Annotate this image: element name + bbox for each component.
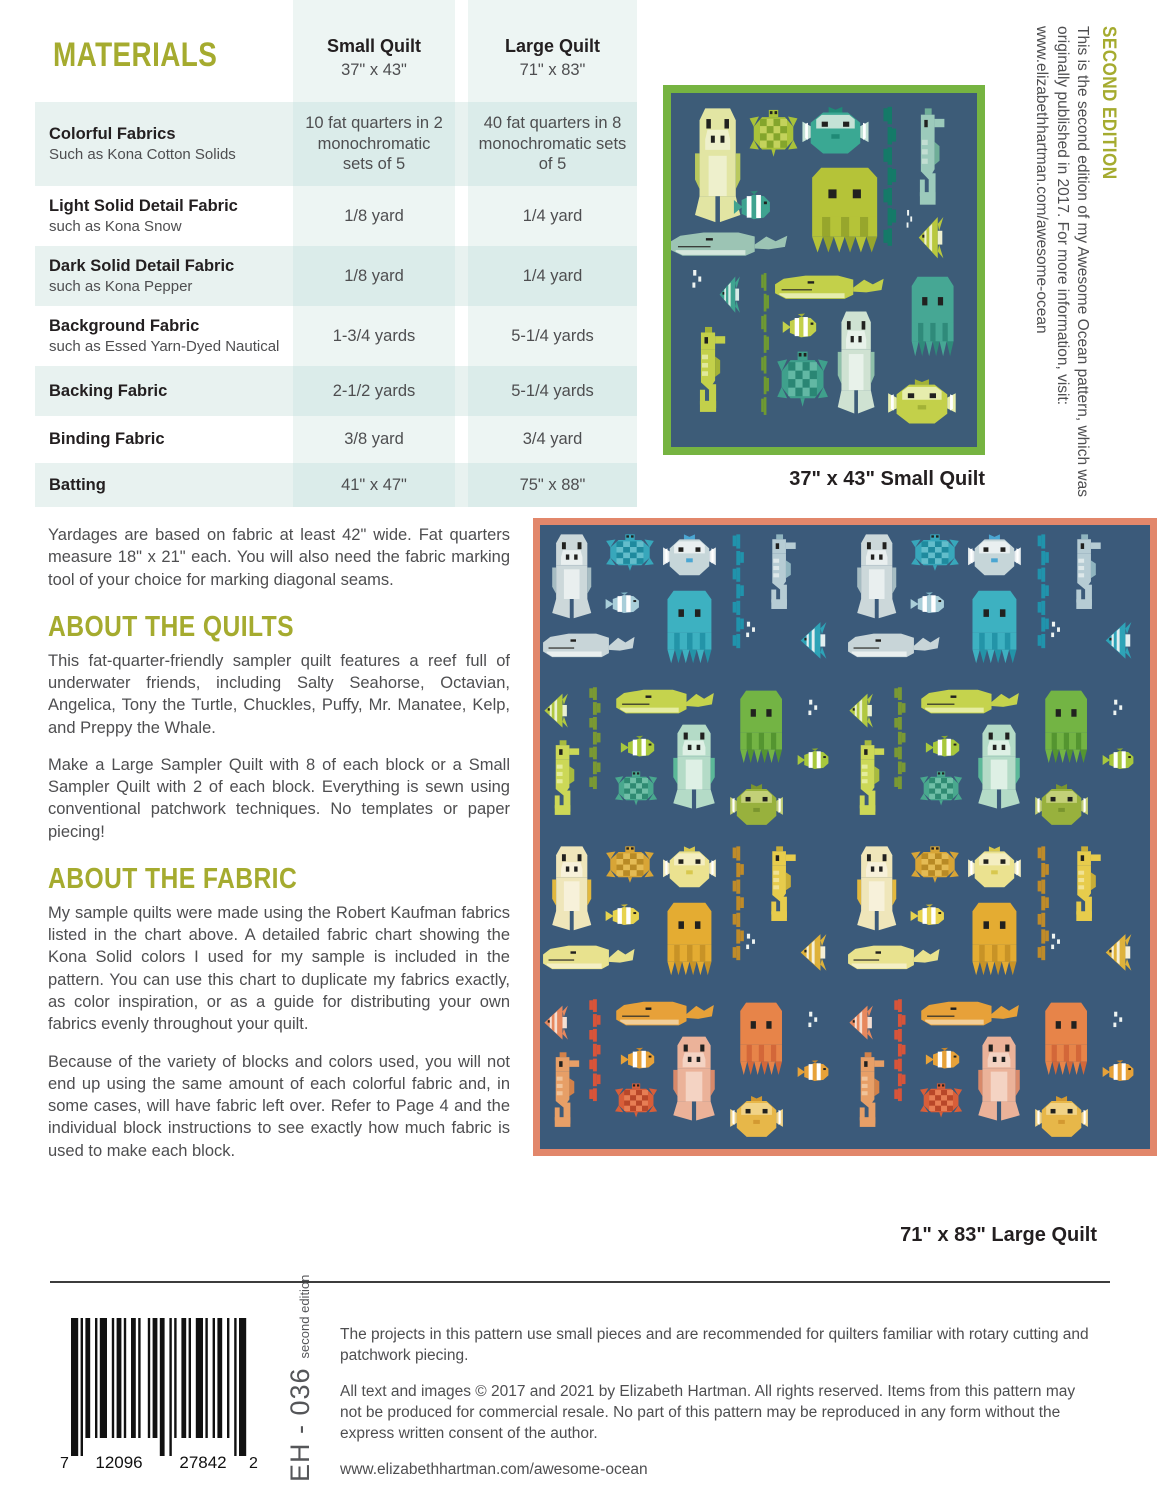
materials-large-value: 5-1/4 yards (468, 366, 637, 416)
svg-text:2: 2 (249, 1455, 258, 1472)
materials-row (35, 186, 637, 246)
column-gutter (455, 186, 468, 246)
column-gutter (455, 306, 468, 366)
fine-print (340, 1325, 1098, 1496)
svg-text:27842: 27842 (179, 1453, 227, 1472)
second-edition-heading: SECOND EDITION (1098, 26, 1119, 180)
materials-row (35, 102, 637, 186)
large-quilt-column-size: 71" x 83" (519, 61, 586, 79)
materials-row (35, 306, 637, 366)
item-code: EH - 036 (285, 1367, 315, 1482)
column-gutter (455, 0, 468, 102)
about-fabric-heading: ABOUT THE FABRIC (48, 862, 298, 895)
materials-small-value: 3/8 yard (293, 416, 455, 463)
materials-large-value: 5-1/4 yards (468, 306, 637, 366)
materials-row-label: Dark Solid Detail Fabric such as Kona Pepper (35, 246, 293, 306)
column-gutter (455, 366, 468, 416)
materials-small-value: 10 fat quarters in 2 monochromatic sets of 5 (293, 102, 455, 186)
footer-divider (50, 1281, 1110, 1283)
svg-text:7: 7 (60, 1455, 69, 1472)
large-quilt-caption: 71" x 83" Large Quilt (900, 1224, 1097, 1246)
materials-row-label: Batting (35, 463, 293, 507)
materials-row (35, 366, 637, 416)
fine-print-p1: The projects in this pattern use small pieces and are recommended for quilters familiar with rotary cutting and patchwork piecing. (340, 1326, 1089, 1364)
small-quilt-art (671, 93, 977, 447)
about-quilts-p2: Make a Large Sampler Quilt with 8 of each block or a Small Sampler Quilt with 2 of each block. Everything is sewn using conventional patchwork techniques. No templates or paper piecing! (48, 755, 510, 841)
materials-row-label: Binding Fabric (35, 416, 293, 463)
materials-title-cell (35, 0, 293, 102)
materials-row (35, 416, 637, 463)
materials-row-label: Light Solid Detail Fabric such as Kona Snow (35, 186, 293, 246)
second-edition-body: This is the second edition of my Awesome Ocean pattern, which was originally published in 2017. For more information, visit: (1053, 26, 1091, 497)
yardage-note: Yardages are based on fabric at least 42" wide. Fat quarters measure 18" x 21" each. You will also need the fabric marking tool of your choice for marking diagonal seams. (48, 526, 510, 589)
small-quilt-caption: 37" x 43" Small Quilt (789, 468, 985, 490)
about-fabric-p2: Because of the variety of blocks and colors used, you will not end up using the same amount of each colorful fabric and, in some cases, will have fabric left over. Refer to Page 4 and the individual block instructions to see exactly how much fabric is used to make each block. (48, 1052, 510, 1160)
materials-large-value: 75" x 88" (468, 463, 637, 507)
fine-print-url: www.elizabethhartman.com/awesome-ocean (340, 1460, 648, 1478)
materials-table (35, 0, 637, 507)
about-quilts-heading: ABOUT THE QUILTS (48, 610, 294, 643)
materials-row-label: Backing Fabric (35, 366, 293, 416)
about-quilts-p1: This fat-quarter-friendly sampler quilt features a reef full of underwater friends, including Salty Seahorse, Octavian, Angelica, Tony the Turtle, Chuckles, Puffy, Mr. Manatee, Kelp, and Preppy the Whale. (48, 651, 510, 737)
barcode (58, 1318, 264, 1474)
second-edition-url: www.elizabethhartman.com/awesome-ocean (1033, 26, 1051, 334)
materials-small-value: 1-3/4 yards (293, 306, 455, 366)
materials-row (35, 246, 637, 306)
fine-print-p2: All text and images © 2017 and 2021 by Elizabeth Hartman. All rights reserved. Items from this pattern may not be produced for commercial resale. No part of this pattern may be reproduced in any form without the express written consent of the author. (340, 1382, 1076, 1442)
large-quilt-art (540, 525, 1150, 1149)
materials-small-value: 2-1/2 yards (293, 366, 455, 416)
materials-large-value: 3/4 yard (468, 416, 637, 463)
column-gutter (455, 246, 468, 306)
materials-rows (35, 102, 637, 507)
item-code-edition: second edition (297, 1274, 312, 1359)
column-gutter (455, 102, 468, 186)
materials-row-label: Colorful Fabrics Such as Kona Cotton Solids (35, 102, 293, 186)
item-code-block (252, 1274, 316, 1482)
body-copy (48, 524, 510, 1177)
materials-title: MATERIALS (53, 36, 218, 74)
second-edition-note (1026, 26, 1120, 546)
large-quilt-photo (533, 518, 1157, 1156)
column-gutter (455, 463, 468, 507)
materials-large-value: 1/4 yard (468, 186, 637, 246)
small-quilt-column-name: Small Quilt (326, 36, 422, 56)
materials-row (35, 463, 637, 507)
large-quilt-column-header (468, 0, 637, 102)
small-quilt-photo (663, 85, 985, 455)
materials-small-value: 1/8 yard (293, 246, 455, 306)
large-quilt-column-name: Large Quilt (504, 36, 600, 56)
materials-header-row (35, 0, 637, 102)
small-quilt-column-size: 37" x 43" (341, 61, 407, 79)
svg-text:12096: 12096 (95, 1453, 143, 1472)
materials-row-label: Background Fabric such as Essed Yarn-Dyed Nautical (35, 306, 293, 366)
materials-large-value: 1/4 yard (468, 246, 637, 306)
small-quilt-column-header (293, 0, 455, 102)
column-gutter (455, 416, 468, 463)
about-fabric-p1: My sample quilts were made using the Robert Kaufman fabrics listed in the chart above. A detailed fabric chart showing the Kona Solid colors I used for my sample is included in the pattern. You can use this chart to duplicate my fabrics exactly, as color inspiration, or as a guide for distributing your own fabrics evenly throughout your quilt. (48, 903, 510, 1034)
materials-small-value: 1/8 yard (293, 186, 455, 246)
materials-small-value: 41" x 47" (293, 463, 455, 507)
materials-large-value: 40 fat quarters in 8 monochromatic sets of 5 (468, 102, 637, 186)
